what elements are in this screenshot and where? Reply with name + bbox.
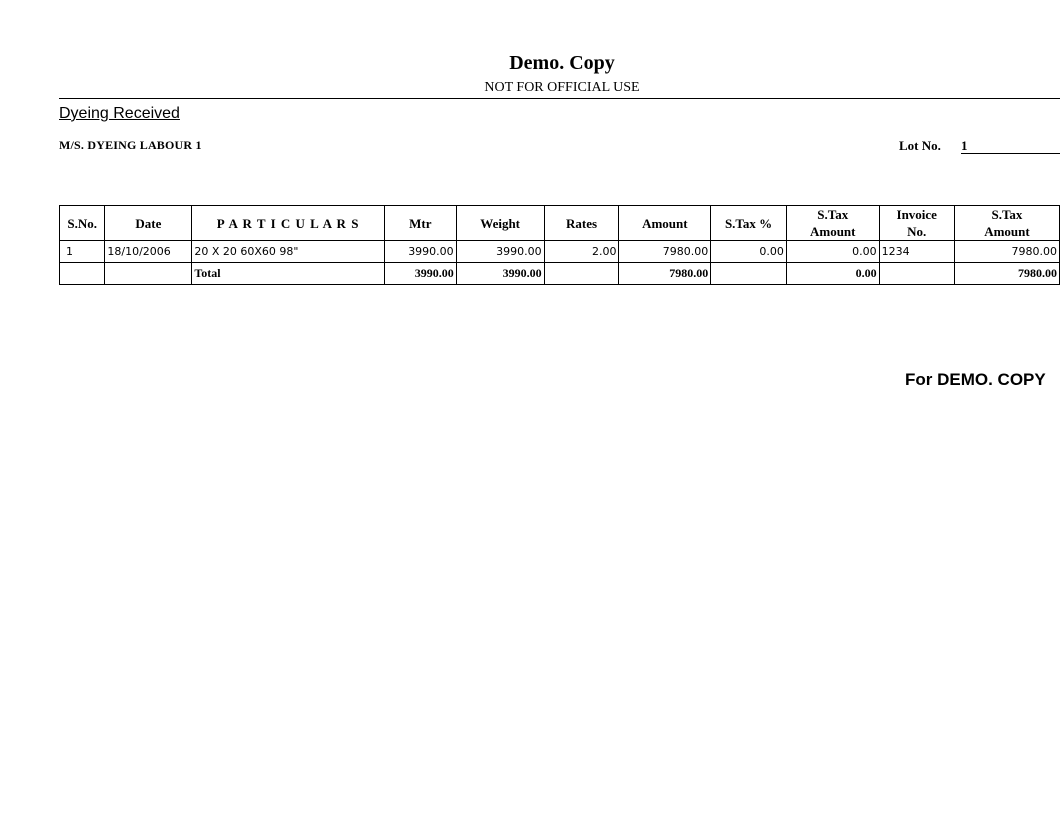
cell-total-invoice — [879, 263, 954, 285]
col-header-weight: Weight — [456, 206, 544, 241]
cell-weight: 3990.00 — [456, 241, 544, 263]
cell-total-stax-amount-2: 7980.00 — [954, 263, 1059, 285]
signature-line: For DEMO. COPY — [905, 370, 1046, 389]
col-header-stax-amount-line2: Amount — [809, 224, 856, 239]
cell-particulars: 20 X 20 60X60 98" — [192, 241, 385, 263]
cell-total-amount: 7980.00 — [619, 263, 711, 285]
section-title: Dyeing Received — [59, 105, 180, 122]
col-header-particulars: P A R T I C U L A R S — [192, 206, 385, 241]
cell-sno: 1 — [60, 241, 105, 263]
cell-stax-pct: 0.00 — [711, 241, 787, 263]
col-header-stax-amount-2-line1: S.Tax — [991, 207, 1023, 222]
cell-total-weight: 3990.00 — [456, 263, 544, 285]
cell-stax-amount: 0.00 — [786, 241, 879, 263]
table-header-row — [60, 206, 1060, 241]
document-subtitle: NOT FOR OFFICIAL USE — [484, 80, 640, 95]
header-divider — [59, 98, 1060, 99]
cell-total-date — [105, 263, 192, 285]
cell-date: 18/10/2006 — [105, 241, 192, 263]
cell-rates: 2.00 — [544, 241, 619, 263]
document-title: Demo. Copy — [509, 52, 615, 74]
col-header-date: Date — [105, 206, 192, 241]
col-header-stax-amount-2-line2: Amount — [984, 224, 1030, 239]
col-header-sno: S.No. — [60, 206, 105, 241]
lot-label: Lot No. — [899, 138, 941, 153]
cell-amount: 7980.00 — [619, 241, 711, 263]
col-header-invoice-line1: Invoice — [896, 207, 937, 222]
cell-total-stax-amount: 0.00 — [786, 263, 879, 285]
col-header-stax-amount-2 — [954, 206, 1059, 241]
cell-mtr: 3990.00 — [384, 241, 456, 263]
table-total-row — [60, 263, 1060, 285]
dyeing-table — [59, 205, 1060, 285]
col-header-stax-pct: S.Tax % — [711, 206, 787, 241]
table-row — [60, 241, 1060, 263]
col-header-rates: Rates — [544, 206, 619, 241]
cell-total-mtr: 3990.00 — [384, 263, 456, 285]
party-name: M/S. DYEING LABOUR 1 — [59, 138, 202, 152]
cell-stax-amount-2: 7980.00 — [954, 241, 1059, 263]
col-header-amount: Amount — [619, 206, 711, 241]
col-header-invoice — [879, 206, 954, 241]
col-header-mtr: Mtr — [384, 206, 456, 241]
cell-total-stax-pct — [711, 263, 787, 285]
lot-value: 1 — [961, 138, 1060, 154]
cell-total-sno — [60, 263, 105, 285]
cell-total-label: Total — [192, 263, 385, 285]
col-header-stax-amount-line1: S.Tax — [817, 207, 849, 222]
cell-total-rates — [544, 263, 619, 285]
cell-invoice: 1234 — [879, 241, 954, 263]
col-header-stax-amount — [786, 206, 879, 241]
col-header-invoice-line2: No. — [907, 224, 927, 239]
